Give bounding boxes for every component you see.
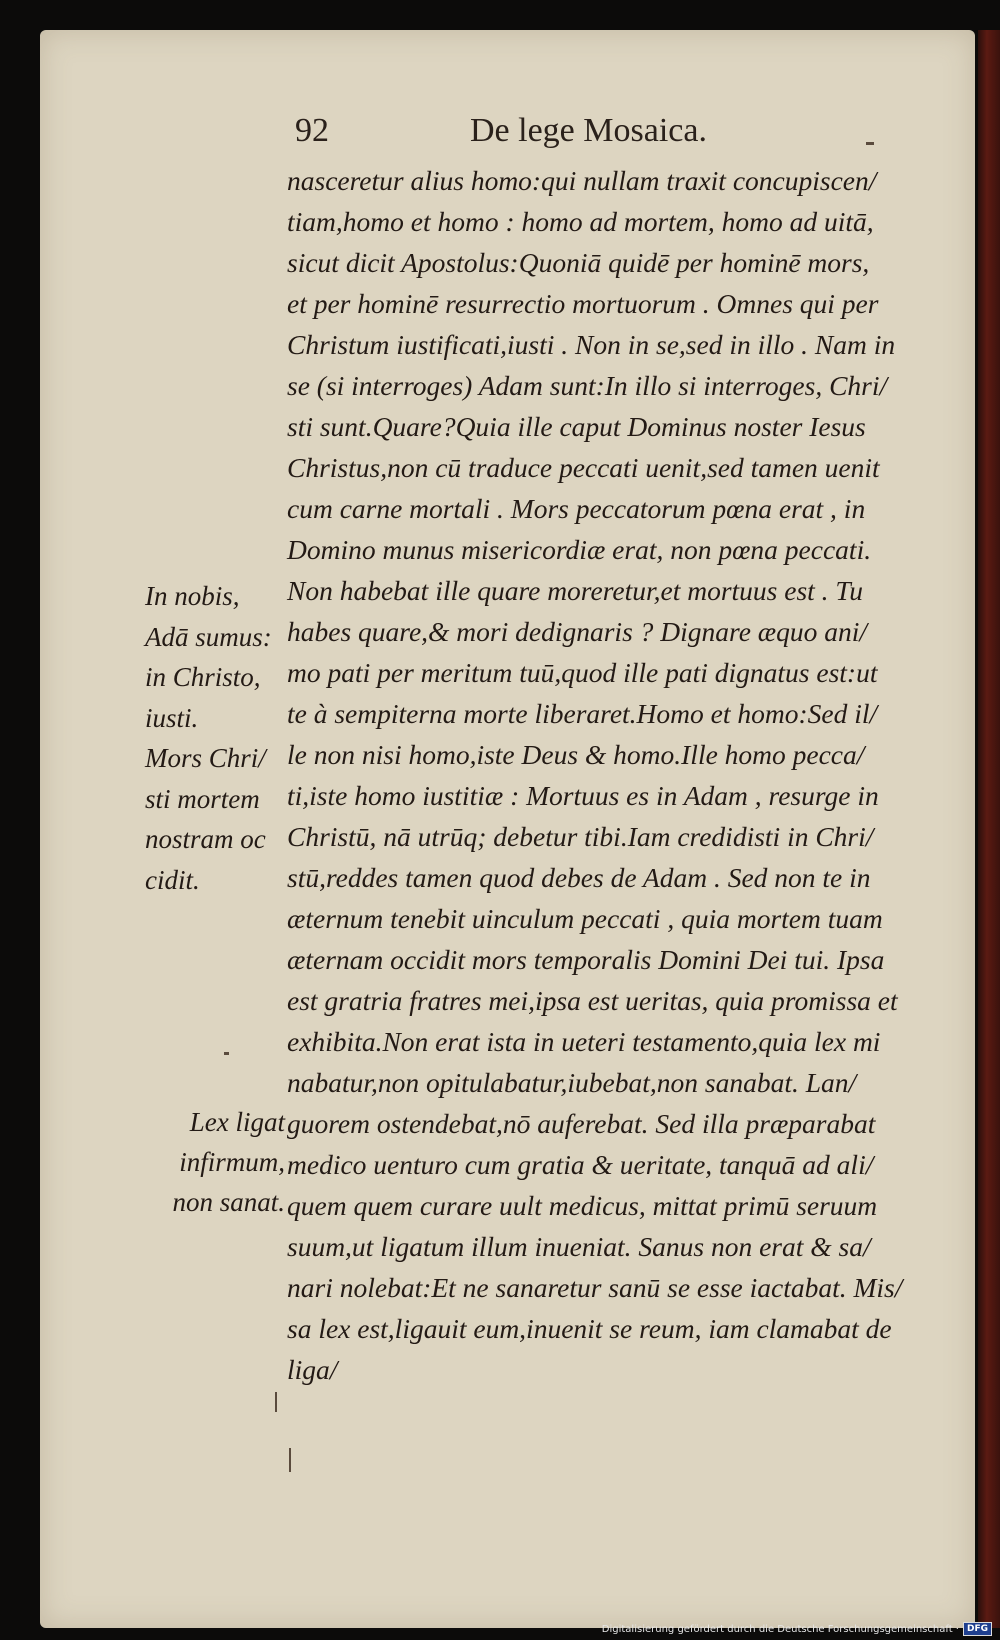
- text-line: le non nisi homo,iste Deus & homo.Ille homo pecca/: [287, 739, 865, 770]
- marginal-line: cidit.: [145, 864, 200, 895]
- text-line: tiam,homo et homo : homo ad mortem, homo ad uitā,: [287, 206, 874, 237]
- text-line: nasceretur alius homo:qui nullam traxit concupiscen/: [287, 165, 877, 196]
- ink-mark: [275, 1392, 277, 1412]
- text-line: Christum iustificati,iusti . Non in se,sed in illo . Nam in: [287, 329, 896, 360]
- text-line: Non habebat ille quare moreretur,et mortuus est . Tu: [287, 575, 863, 606]
- text-line: quem quem curare uult medicus, mittat primū seruum: [287, 1190, 878, 1221]
- text-line: ti,iste homo iustitiæ : Mortuus es in Adam , resurge in: [287, 780, 879, 811]
- text-line: æternum tenebit uinculum peccati , quia mortem tuam: [287, 903, 883, 934]
- text-line: habes quare,& mori dedignaris ? Dignare æquo ani/: [287, 616, 868, 647]
- text-line: nari nolebat:Et ne sanaretur sanū se esse iactabat. Mis/: [287, 1272, 903, 1303]
- marginal-line: In nobis,: [145, 581, 240, 611]
- marginal-line: in Christo,: [145, 662, 261, 692]
- running-title: De lege Mosaica.: [470, 112, 707, 149]
- text-line: liga/: [287, 1354, 338, 1385]
- marginal-line: Lex ligat: [189, 1107, 285, 1137]
- text-line: Domino munus misericordiæ erat, non pœna peccati.: [287, 534, 872, 565]
- text-line: exhibita.Non erat ista in ueteri testamento,quia lex mi: [287, 1026, 881, 1057]
- text-line: nabatur,non opitulabatur,iubebat,non sanabat. Lan/: [287, 1067, 857, 1098]
- marginal-note-in-nobis: [145, 576, 285, 738]
- marginal-line: nostram oc: [145, 824, 266, 854]
- marginal-line: sti mortem: [145, 783, 260, 814]
- text-line: est gratria fratres mei,ipsa est ueritas, quia promissa et: [287, 985, 898, 1016]
- ink-mark: [224, 1052, 229, 1055]
- ink-mark: [289, 1448, 291, 1472]
- text-line: Christus,non cū traduce peccati uenit,sed tamen uenit: [287, 452, 880, 483]
- marginal-line: infirmum,: [179, 1147, 285, 1177]
- text-line: guorem ostendebat,nō auferebat. Sed illa præparabat: [287, 1108, 876, 1139]
- text-line: Christū, nā utrūq; debetur tibi.Iam credidisti in Chri/: [287, 821, 874, 852]
- text-line: se (si interroges) Adam sunt:In illo si interroges, Chri/: [287, 370, 888, 401]
- marginal-line: Mors Chri/: [145, 743, 266, 773]
- text-line: medico uenturo cum gratia & ueritate, tanquā ad ali/: [287, 1149, 874, 1180]
- marginal-note-mors-christi: [145, 738, 285, 900]
- text-line: sa lex est,ligauit eum,inuenit se reum, iam clamabat de: [287, 1313, 892, 1344]
- text-line: sicut dicit Apostolus:Quoniā quidē per hominē mors,: [287, 247, 870, 278]
- text-line: stū,reddes tamen quod debes de Adam . Sed non te in: [287, 862, 871, 893]
- digitization-footer: [602, 1622, 992, 1636]
- text-line: et per hominē resurrectio mortuorum . Omnes qui per: [287, 288, 879, 319]
- book-fore-edge: [978, 30, 1000, 1628]
- text-line: te à sempiterna morte liberaret.Homo et homo:Sed il/: [287, 698, 878, 729]
- marginal-line: Adā sumus:: [145, 621, 272, 652]
- text-line: sti sunt.Quare?Quia ille caput Dominus noster Iesus: [287, 411, 866, 442]
- text-line: æternam occidit mors temporalis Domini Dei tui. Ipsa: [287, 944, 885, 975]
- ink-mark: [866, 142, 874, 145]
- marginal-line: non sanat.: [172, 1187, 285, 1217]
- text-line: suum,ut ligatum illum inueniat. Sanus non erat & sa/: [287, 1231, 871, 1262]
- marginal-note-lex-ligat: [160, 1102, 285, 1222]
- page-header: [295, 112, 735, 162]
- text-line: cum carne mortali . Mors peccatorum pœna erat , in: [287, 493, 866, 524]
- footer-text: Digitalisierung gefördert durch die Deutsche Forschungsgemeinschaft ·: [601, 1623, 959, 1635]
- dfg-logo: DFG: [963, 1622, 992, 1636]
- text-line: mo pati per meritum tuū,quod ille pati dignatus est:ut: [287, 657, 878, 688]
- page-number: 92: [295, 112, 329, 149]
- marginal-line: iusti.: [145, 702, 199, 733]
- main-text-block: [287, 160, 937, 1390]
